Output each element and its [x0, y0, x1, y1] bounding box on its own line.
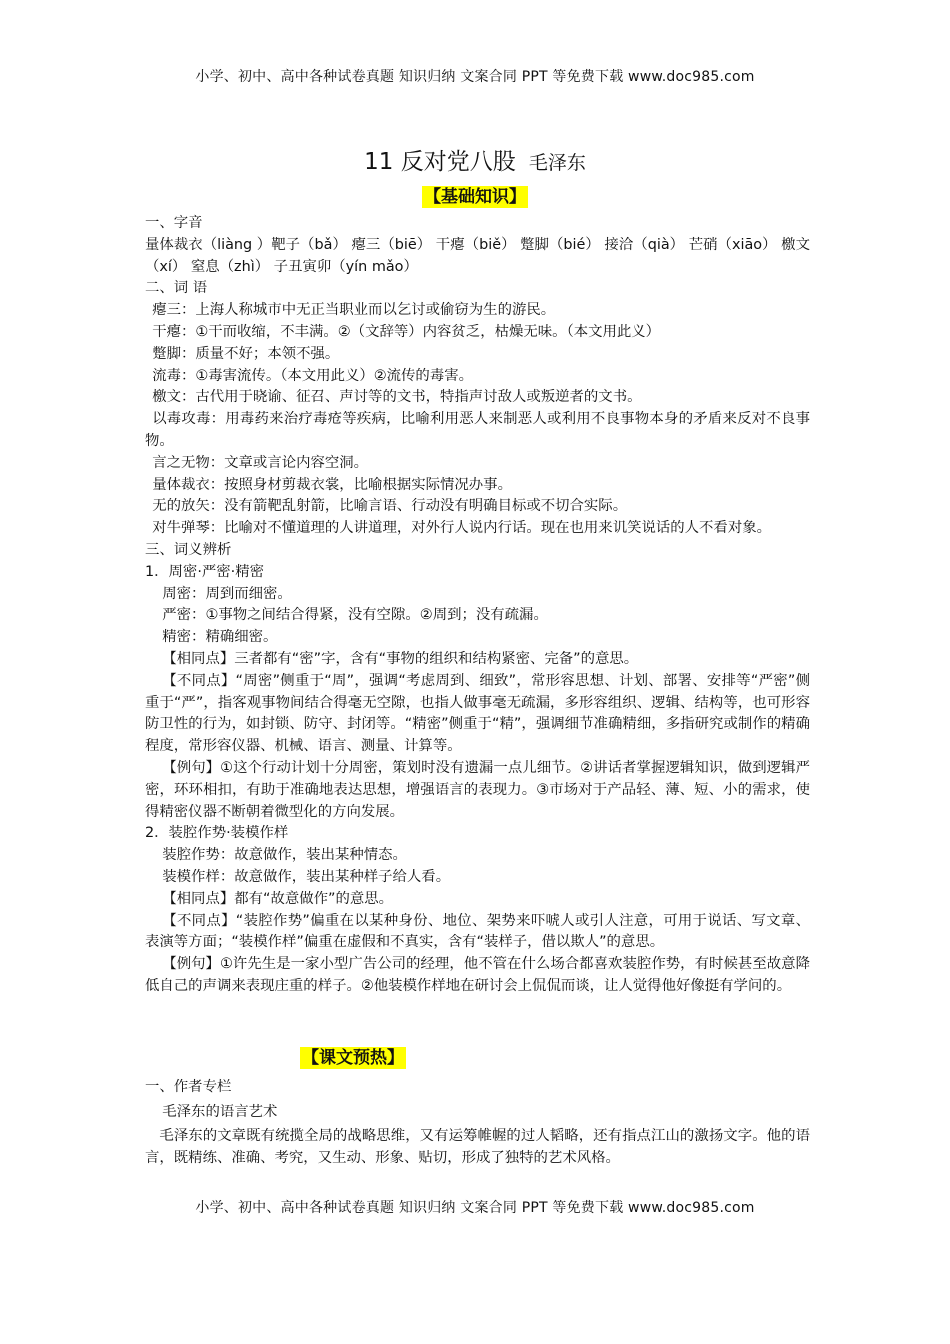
- text-line: 三、词义辨析: [145, 541, 232, 558]
- text-line: 【相同点】三者都有“密”字，含有“事物的组织和结构紧密、完备”的意思。: [162, 650, 639, 667]
- text-line: 量体裁衣（liàng ）靶子（bǎ） 瘪三（biē） 干瘪（biě） 蹩脚（bié） 接洽（qià） 芒硝（xiāo） 檄文（xí） 窒息（zhì） 子丑寅卯（yín mǎo）: [145, 236, 810, 275]
- title-author: 毛泽东: [528, 152, 586, 174]
- basics-content: [145, 213, 810, 998]
- text-line: 一、作者专栏: [145, 1079, 232, 1095]
- text-line: 1．周密·严密·精密: [145, 563, 265, 580]
- page-footer: 小学、初中、高中各种试卷真题 知识归纳 文案合同 PPT 等免费下载 www.doc985.com: [195, 1200, 755, 1216]
- section-heading-preview-label: 【课文预热】: [302, 1048, 404, 1068]
- text-line: 毛泽东的文章既有统揽全局的战略思维，又有运筹帷幄的过人韬略，还有指点江山的激扬文字。他的语言，既精练、准确、考究，又生动、形象、贴切，形成了独特的艺术风格。: [145, 1127, 810, 1166]
- text-line: 瘪三：上海人称城市中无正当职业而以乞讨或偷窃为生的游民。: [152, 302, 556, 319]
- text-line: 蹩脚：质量不好；本领不强。: [152, 345, 340, 362]
- text-line: 装模作样：故意做作，装出某种样子给人看。: [162, 868, 451, 885]
- text-line: 2．装腔作势·装模作样: [145, 825, 289, 842]
- text-line: 量体裁衣：按照身材剪裁衣裳，比喻根据实际情况办事。: [152, 476, 512, 493]
- section-heading-basics-label: 【基础知识】: [424, 187, 526, 207]
- text-line: 二、词 语: [145, 280, 208, 297]
- section-heading-basics: [0, 182, 950, 207]
- text-line: 周密：周到而细密。: [162, 585, 292, 602]
- text-line: 以毒攻毒：用毒药来治疗毒疮等疾病，比喻利用恶人来制恶人或利用不良事物本身的矛盾来反对不良事物。: [145, 411, 810, 449]
- text-line: 【不同点】“装腔作势”偏重在以某种身份、地位、架势来吓唬人或引人注意，可用于说话、写文章、表演等方面；“装模作样”偏重在虚假和不真实，含有“装样子，借以欺人”的意思。: [145, 912, 810, 951]
- text-line: 精密：精确细密。: [162, 629, 278, 646]
- page-header: 小学、初中、高中各种试卷真题 知识归纳 文案合同 PPT 等免费下载 www.doc985.com: [195, 69, 755, 85]
- text-line: 【例句】①这个行动计划十分周密，策划时没有遗漏一点儿细节。②讲话者掌握逻辑知识，做到逻辑严密，环环相扣，有助于准确地表达思想，增强语言的表现力。③市场对于产品轻、薄、短、小的需求，使得精密仪器不断朝着微型化的方向发展。: [145, 759, 810, 820]
- section-heading-preview: [300, 1043, 406, 1068]
- text-line: 言之无物：文章或言论内容空洞。: [152, 454, 369, 471]
- text-line: 毛泽东的语言艺术: [162, 1103, 278, 1120]
- preview-content: [145, 1077, 810, 1169]
- text-line: 干瘪：①干而收缩，不丰满。②（文辞等）内容贫乏，枯燥无味。（本文用此义）: [152, 323, 661, 340]
- text-line: 流毒：①毒害流传。（本文用此义）②流传的毒害。: [152, 367, 473, 384]
- text-line: 【相同点】都有“故意做作”的意思。: [162, 890, 394, 907]
- text-line: 【例句】①许先生是一家小型广告公司的经理，他不管在什么场合都喜欢装腔作势，有时候甚至故意降低自己的声调来表现庄重的样子。②他装模作样地在研讨会上侃侃而谈，让人觉得他好像挺有学问的。: [145, 956, 810, 994]
- text-line: 【不同点】“周密”侧重于“周”，强调“考虑周到、细致”，常形容思想、计划、部署、安排等“严密”侧重于“严”，指客观事物间结合得毫无空隙，也指人做事毫无疏漏，多形容组织、逻辑、结构等，也可形容防卫性的行为，如封锁、防守、封闭等。“精密”侧重于“精”，强调细节准确精细，多指研究或制作的精确程度，常形容仪器、机械、语言、测量、计算等。: [145, 672, 810, 755]
- document-title: [0, 143, 950, 176]
- text-line: 装腔作势：故意做作，装出某种情态。: [162, 847, 407, 864]
- text-line: 无的放矢：没有箭靶乱射箭，比喻言语、行动没有明确目标或不切合实际。: [152, 498, 628, 515]
- text-line: 严密：①事物之间结合得紧，没有空隙。②周到；没有疏漏。: [162, 607, 548, 624]
- title-main: 11 反对党八股: [364, 149, 516, 175]
- text-line: 对牛弹琴：比喻对不懂道理的人讲道理，对外行人说内行话。现在也用来讥笑说话的人不看对象。: [152, 520, 771, 537]
- text-line: 一、字音: [145, 215, 203, 231]
- text-line: 檄文：古代用于晓谕、征召、声讨等的文书，特指声讨敌人或叛逆者的文书。: [152, 389, 642, 406]
